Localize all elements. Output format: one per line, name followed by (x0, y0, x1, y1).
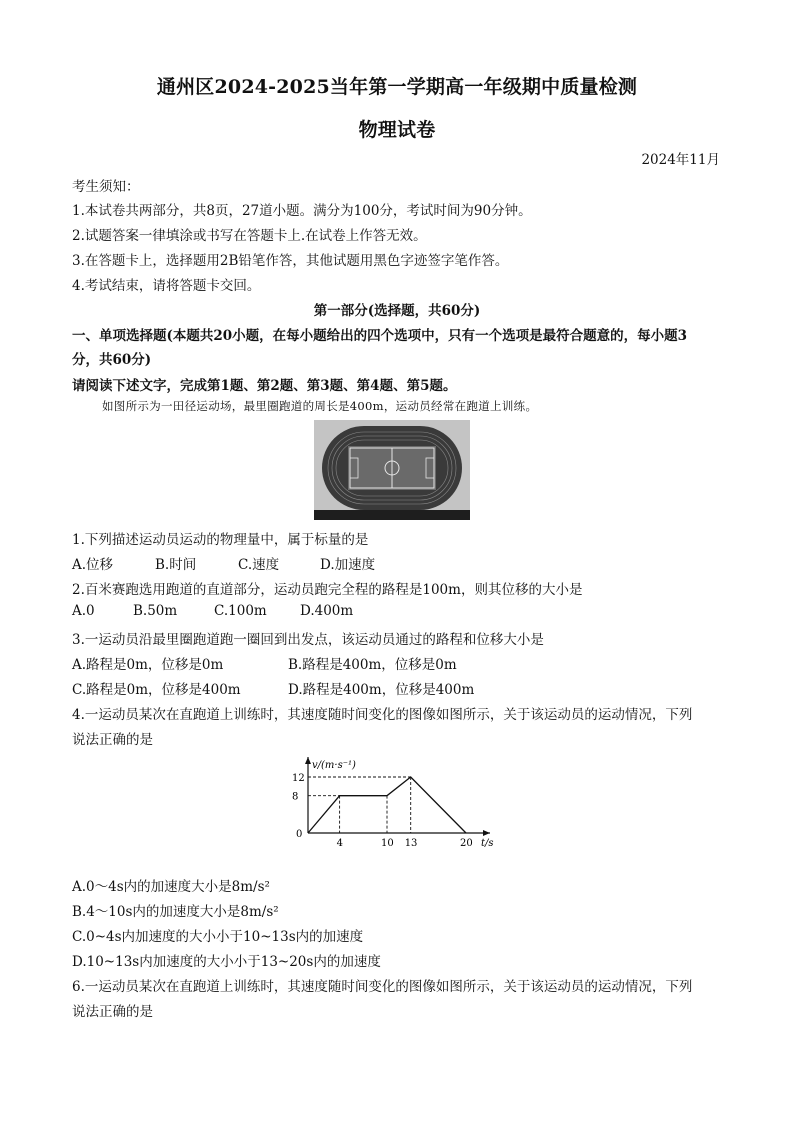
question-4-stem-line1: 4.一运动员某次在直跑道上训练时，其速度随时间变化的图像如图所示，关于该运动员的运动情况，下列 (72, 707, 693, 723)
question-6-stem-line2: 说法正确的是 (72, 1004, 153, 1020)
y-axis-label: v/(m·s⁻¹) (312, 760, 356, 771)
part1-heading: 第一部分(选择题，共60分) (313, 303, 481, 319)
q4-option-b: B.4～10s内的加速度大小是8m/s² (72, 904, 279, 920)
q1-option-d: D.加速度 (320, 557, 376, 573)
origin-label: 0 (296, 829, 303, 840)
q4-option-d: D.10~13s内加速度的大小小于13~20s内的加速度 (72, 954, 381, 970)
notice-item-4: 4.考试结束，请将答题卡交回。 (72, 278, 261, 294)
q4-option-c: C.0~4s内加速度的大小小于10~13s内的加速度 (72, 929, 364, 945)
x-tick-label-13: 13 (404, 838, 418, 849)
y-axis-arrow (305, 757, 311, 764)
question-3-stem: 3.一运动员沿最里圈跑道跑一圈回到出发点，该运动员通过的路程和位移大小是 (72, 632, 544, 648)
x-tick-label-4: 4 (336, 838, 343, 849)
read-prompt: 请阅读下述文字，完成第1题、第2题、第3题、第4题、第5题。 (72, 378, 457, 394)
question-6-stem-line1: 6.一运动员某次在直跑道上训练时，其速度随时间变化的图像如图所示，关于该运动员的运动情况，下列 (72, 979, 693, 995)
track-intro: 如图所示为一田径运动场，最里圈跑道的周长是400m，运动员经常在跑道上训练。 (102, 399, 538, 413)
q1-option-b: B.时间 (155, 557, 197, 573)
q2-option-a: A.0 (72, 603, 95, 619)
x-axis-label: t/s (481, 838, 494, 849)
section-instructions-line1: 一、单项选择题(本题共20小题，在每小题给出的四个选项中，只有一个选项是最符合题意的，每小题3 (72, 328, 688, 344)
q2-option-b: B.50m (133, 603, 178, 619)
velocity-time-graph (280, 755, 510, 865)
y-tick-label-8: 8 (292, 791, 299, 803)
notice-item-3: 3.在答题卡上，选择题用2B铅笔作答，其他试题用黑色字迹签字笔作答。 (72, 253, 509, 269)
section-instructions-line2: 分，共60分) (72, 352, 152, 368)
page-title: 通州区2024-2025当年第一学期高一年级期中质量检测 (156, 76, 638, 98)
question-2-stem: 2.百米赛跑选用跑道的直道部分，运动员跑完全程的路程是100m，则其位移的大小是 (72, 582, 583, 598)
y-tick-label-12: 12 (292, 773, 305, 784)
question-1-stem: 1.下列描述运动员运动的物理量中，属于标量的是 (72, 532, 369, 548)
notice-item-1: 1.本试卷共两部分，共8页，27道小题。满分为100分，考试时间为90分钟。 (72, 203, 532, 219)
x-tick-label-20: 20 (460, 838, 473, 849)
q3-option-d: D.路程是400m，位移是400m (288, 682, 475, 698)
notice-item-2: 2.试题答案一律填涂或书写在答题卡上.在试卷上作答无效。 (72, 228, 427, 244)
q4-option-a: A.0～4s内的加速度大小是8m/s² (72, 879, 270, 895)
question-4-stem-line2: 说法正确的是 (72, 732, 153, 748)
q3-option-a: A.路程是0m，位移是0m (72, 657, 224, 673)
paper-subtitle: 物理试卷 (358, 119, 436, 141)
q2-option-c: C.100m (214, 603, 267, 619)
x-tick-label-10: 10 (381, 838, 394, 849)
q1-option-c: C.速度 (238, 557, 280, 573)
q3-option-b: B.路程是400m，位移是0m (288, 657, 457, 673)
q3-option-c: C.路程是0m，位移是400m (72, 682, 241, 698)
q1-option-a: A.位移 (72, 557, 114, 573)
velocity-series-line (308, 777, 466, 833)
stadium-photo (314, 420, 470, 520)
x-axis-arrow (483, 830, 490, 836)
notice-heading: 考生须知： (72, 179, 140, 195)
q2-option-d: D.400m (300, 603, 354, 619)
exam-date: 2024年11月 (641, 152, 720, 168)
